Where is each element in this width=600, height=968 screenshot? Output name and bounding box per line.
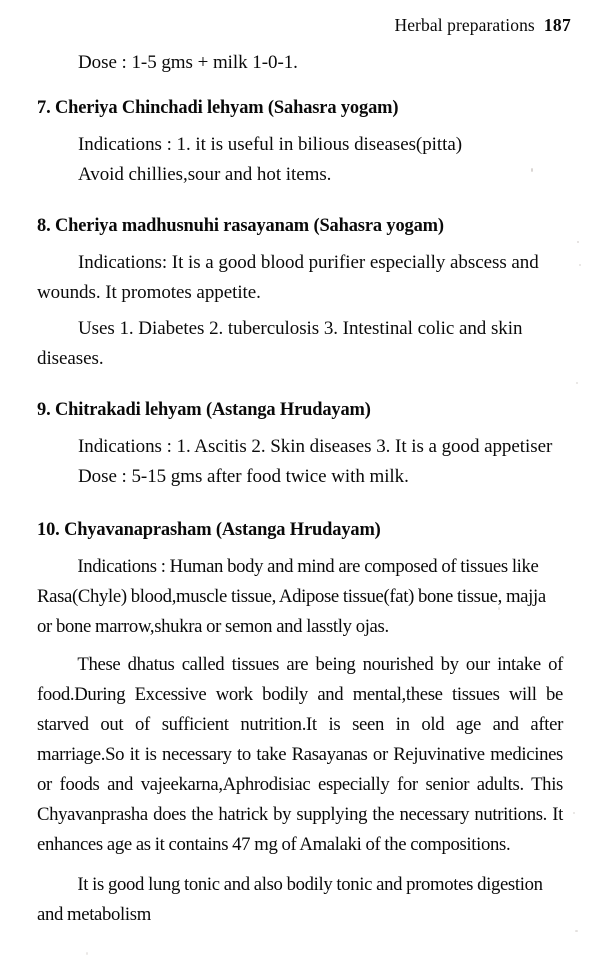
scan-speck	[576, 382, 578, 384]
section-heading-8: 8. Cheriya madhusnuhi rasayanam (Sahasra yogam)	[37, 215, 444, 236]
text-column	[37, 48, 571, 930]
running-head	[37, 14, 571, 36]
section-10-lung-tonic: It is good lung tonic and also bodily tonic and promotes digestion and metabolism	[37, 874, 543, 925]
running-head-title: Herbal preparations	[394, 15, 535, 35]
dose-line: Dose : 1-5 gms + milk 1-0-1.	[78, 52, 298, 73]
section-heading-10: 10. Chyavanaprasham (Astanga Hrudayam)	[37, 519, 381, 540]
section-7-indications: Indications : 1. it is useful in bilious diseases(pitta)	[78, 134, 463, 155]
section-7-avoid: Avoid chillies,sour and hot items.	[78, 164, 332, 185]
page-number: 187	[543, 15, 571, 35]
section-10-dhatus: These dhatus called tissues are being nourished by our intake of food.During Excessive work bodily and mental,these tissues will be starved out of sufficient nutrition.It is seen in old age and after marriage.So it is necessary to take Rasayanas or Rejuvinative medicines or foods and vajeekarna,Aphrodisiac especially for senior adults. This Chyavanprasha does the hatrick by supplying the necessary nutritions. It enhances age as it contains 47 mg of Amalaki of the compositions.	[37, 654, 563, 855]
scan-speck	[573, 812, 575, 814]
section-10-indications: Indications : Human body and mind are composed of tissues like Rasa(Chyle) blood,muscle tissue, Adipose tissue(fat) bone tissue, majja or bone marrow,shukra or semon and lasstly ojas.	[37, 556, 546, 637]
scan-speck	[577, 241, 579, 243]
section-9-indications: Indications : 1. Ascitis 2. Skin diseases 3. It is a good appetiser	[78, 436, 553, 457]
scan-speck	[575, 930, 578, 932]
section-8-uses: Uses 1. Diabetes 2. tuberculosis 3. Intestinal colic and skin diseases.	[37, 318, 523, 369]
section-heading-9: 9. Chitrakadi lehyam (Astanga Hrudayam)	[37, 399, 371, 420]
section-9-dose: Dose : 5-15 gms after food twice with milk.	[78, 466, 409, 487]
scan-speck	[86, 952, 88, 955]
section-8-indications: Indications: It is a good blood purifier especially abscess and wounds. It promotes appetite.	[37, 252, 539, 303]
section-heading-7: 7. Cheriya Chinchadi lehyam (Sahasra yogam)	[37, 97, 399, 118]
scan-speck	[579, 264, 581, 266]
